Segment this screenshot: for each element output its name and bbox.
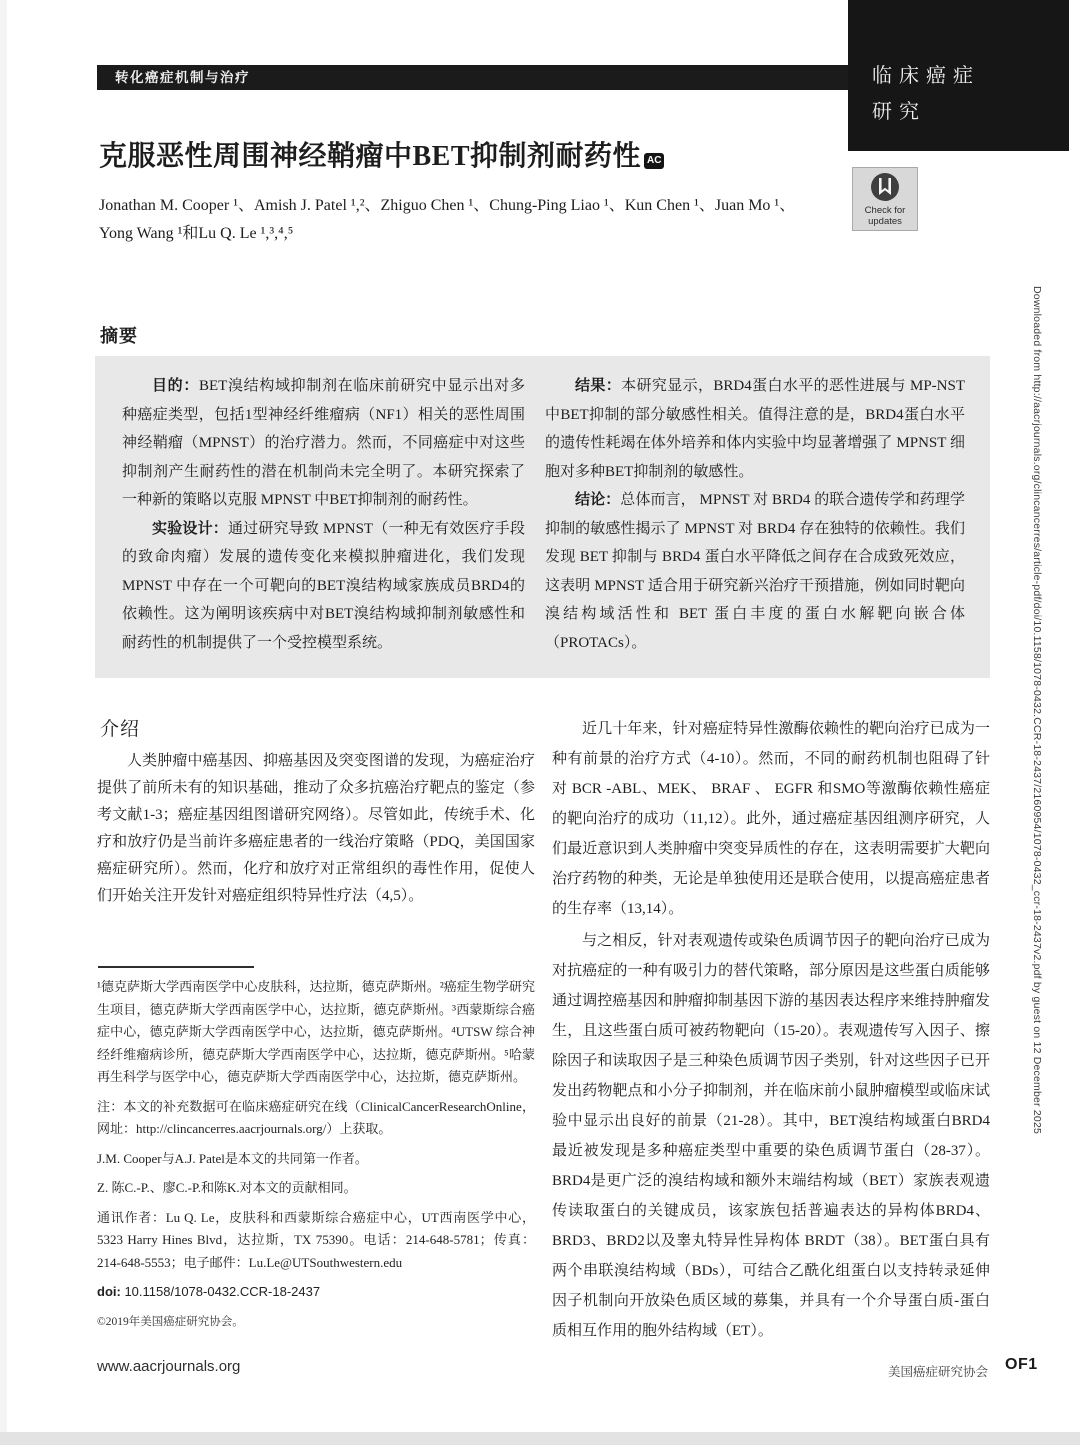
corresponding-author-note: 通讯作者：Lu Q. Le，皮肤科和西蒙斯综合癌症中心，UT西南医学中心，5323 Harry Hines Blvd，达拉斯，TX 75390。电话：214-648-5781；传真：214-648-5553；电子邮件：Lu.Le@UTSouthwestern.edu [97,1209,535,1270]
introduction-right-column [552,714,990,1348]
crossmark-icon [870,172,900,202]
article-title-text: 克服恶性周围神经鞘瘤中BET抑制剂耐药性 [99,141,642,172]
footnotes-block [97,976,535,1340]
abstract-right-column [545,372,965,657]
abstract-box [95,356,990,678]
author-line-1: Jonathan M. Cooper ¹、Amish J. Patel ¹,²、Zhiguo Chen ¹、Chung-Ping Liao ¹、Kun Chen ¹、Juan Mo ¹、 [99,197,796,214]
abstract-left-column [122,372,525,657]
check-badge-label: Check for updates [864,205,906,227]
download-notice-vertical-text: Downloaded from http://aacrjournals.org/clincancerres/article-pdf/doi/10.1158/1078-0432.CCR-18-2437/2160954/1078-0432_ccr-18-2437v2.pdf by guest on 12 December 2025 [1031,286,1043,1135]
abstract-purpose: 目的：BET溴结构域抑制剂在临床前研究中显示出对多种癌症类型，包括1型神经纤维瘤病（NF1）相关的恶性周围神经鞘瘤（MPNST）的治疗潜力。然而，不同癌症中对这些抑制剂产生耐药性的潜在机制尚未完全明了。本研究探索了一种新的策略以克服 MPNST 中BET抑制剂的耐药性。 [122,378,525,508]
abstract-heading: 摘要 [100,326,138,346]
doi-label: doi: [97,1284,121,1299]
article-title [99,134,859,174]
author-line-2: Yong Wang ¹和Lu Q. Le ¹,³,⁴,⁵ [99,225,294,242]
doi-line [97,1281,535,1304]
footnote-divider [98,966,254,968]
intro-paragraph: 与之相反，针对表观遗传或染色质调节因子的靶向治疗已成为对抗癌症的一种有吸引力的替代策略，部分原因是这些蛋白质能够通过调控癌基因和肿瘤抑制基因下游的基因表达程序来维持肿瘤发生，且这些蛋白质可被药物靶向（15-20）。表观遗传写入因子、擦除因子和读取因子是三种染色质调节因子类别，针对这些因子已开发出药物靶点和小分子抑制剂，并在临床前小鼠肿瘤模型或临床试验中显示出良好的前景（21-28）。其中，BET溴结构域蛋白BRD4最近被发现是多种癌症类型中重要的染色质调节蛋白（28-37）。BRD4是更广泛的溴结构域和额外末端结构域（BET）家族表观遗传读取蛋白的关键成员，该家族包括普遍表达的异构体BRD4、BRD3、BRD2以及睾丸特异性异构体 BRDT（38）。BET蛋白具有两个串联溴结构域（BDs），可结合乙酰化组蛋白以支持转录延伸因子机制向开放染色质区域的募集，并具有一个介导蛋白质-蛋白质相互作用的胞外结构域（ET）。 [552,933,990,1339]
introduction-left-column [97,748,535,912]
abstract-conclusions: 结论：总体而言， MPNST 对 BRD4 的联合遗传学和药理学抑制的敏感性揭示了 MPNST 对 BRD4 存在独特的依赖性。我们发现 BET 抑制与 BRD4 蛋白水平降低之间存在合成致死效应，这表明 MPNST 适合用于研究新兴治疗干预措施，例如同时靶向溴结构域活性和 BET 蛋白丰度的蛋白水解靶向嵌合体（PROTACs）。 [545,492,965,651]
page-left-edge [0,0,7,1445]
abstract-experimental-design: 实验设计：通过研究导致 MPNST（一种无有效医疗手段的致命肉瘤）发展的遗传变化来模拟肿瘤进化，我们发现 MPNST 中存在一个可靶向的BET溴结构域家族成员BRD4的依赖性。这为阐明该疾病中对BET溴结构域抑制剂敏感性和耐药性的机制提供了一个受控模型系统。 [122,520,525,651]
affiliations-footnote: ¹德克萨斯大学西南医学中心皮肤科，达拉斯，德克萨斯州。²癌症生物学研究生项目，德克萨斯大学西南医学中心，达拉斯，德克萨斯州。³西蒙斯综合癌症中心，德克萨斯大学西南医学中心，达拉斯，德克萨斯州。⁴UTSW 综合神经纤维瘤病诊所，德克萨斯大学西南医学中心，达拉斯，德克萨斯州。⁵哈蒙再生科学与医学中心，德克萨斯大学西南医学中心，达拉斯，德克萨斯州。 [97,979,535,1084]
abstract-results: 结果：本研究显示，BRD4蛋白水平的恶性进展与 MP-NST 中BET抑制的部分敏感性相关。值得注意的是，BRD4蛋白水平的遗传性耗竭在体外培养和体内实验中均显著增强了 MPNST 细胞对多种BET抑制剂的敏感性。 [545,378,965,480]
journal-masthead-box [848,0,1069,151]
journal-name-line1: 临床癌症 [872,65,980,87]
copyright-line: ©2019年美国癌症研究协会。 [97,1315,244,1328]
equal-first-authors-note: J.M. Cooper与A.J. Patel是本文的共同第一作者。 [97,1150,368,1166]
supplementary-note: 注：本文的补充数据可在临床癌症研究在线（ClinicalCancerResearchOnline，网址：http://clincancerres.aacrjournals.org/）上获取。 [97,1098,535,1136]
section-label-bar: 转化癌症机制与治疗 [97,65,848,90]
footer-website-link[interactable]: www.aacrjournals.org [97,1358,241,1375]
introduction-heading: 介绍 [100,719,141,740]
author-list [99,192,839,248]
intro-paragraph: 近几十年来，针对癌症特异性激酶依赖性的靶向治疗已成为一种有前景的治疗方式（4-10）。然而，不同的耐药机制也阻碍了针对 BCR -ABL、MEK、 BRAF 、 EGFR 和SMO等激酶依赖性癌症的靶向治疗的成功（11,12）。此外，通过癌症基因组测序研究，人们最近意识到人类肿瘤中突变异质性的存在，这表明需要扩大靶向治疗药物的种类，无论是单独使用还是联合使用，以提高癌症患者的生存率（13,14）。 [552,721,990,917]
page-bottom-edge [0,1432,1080,1445]
footer-association-label: 美国癌症研究协会 [888,1365,989,1379]
doi-value: 10.1158/1078-0432.CCR-18-2437 [124,1284,321,1299]
intro-paragraph: 人类肿瘤中癌基因、抑癌基因及突变图谱的发现，为癌症治疗提供了前所未有的知识基础，推动了众多抗癌治疗靶点的鉴定（参考文献1-3；癌症基因组图谱研究网络）。尽管如此，传统手术、化疗和放疗仍是当前许多癌症患者的一线治疗策略（PDQ，美国国家癌症研究所）。然而，化疗和放疗对正常组织的毒性作用，促使人们开始关注开发针对癌症组织特异性疗法（4,5）。 [97,753,535,904]
footer-page-number: OF1 [1005,1356,1038,1373]
check-for-updates-badge[interactable] [852,167,918,231]
equal-contribution-note: Z. 陈C.-P.、廖C.-P.和陈K.对本文的贡献相同。 [97,1180,357,1195]
journal-name-line2: 研究 [872,101,926,123]
open-access-icon: AC [644,153,664,169]
